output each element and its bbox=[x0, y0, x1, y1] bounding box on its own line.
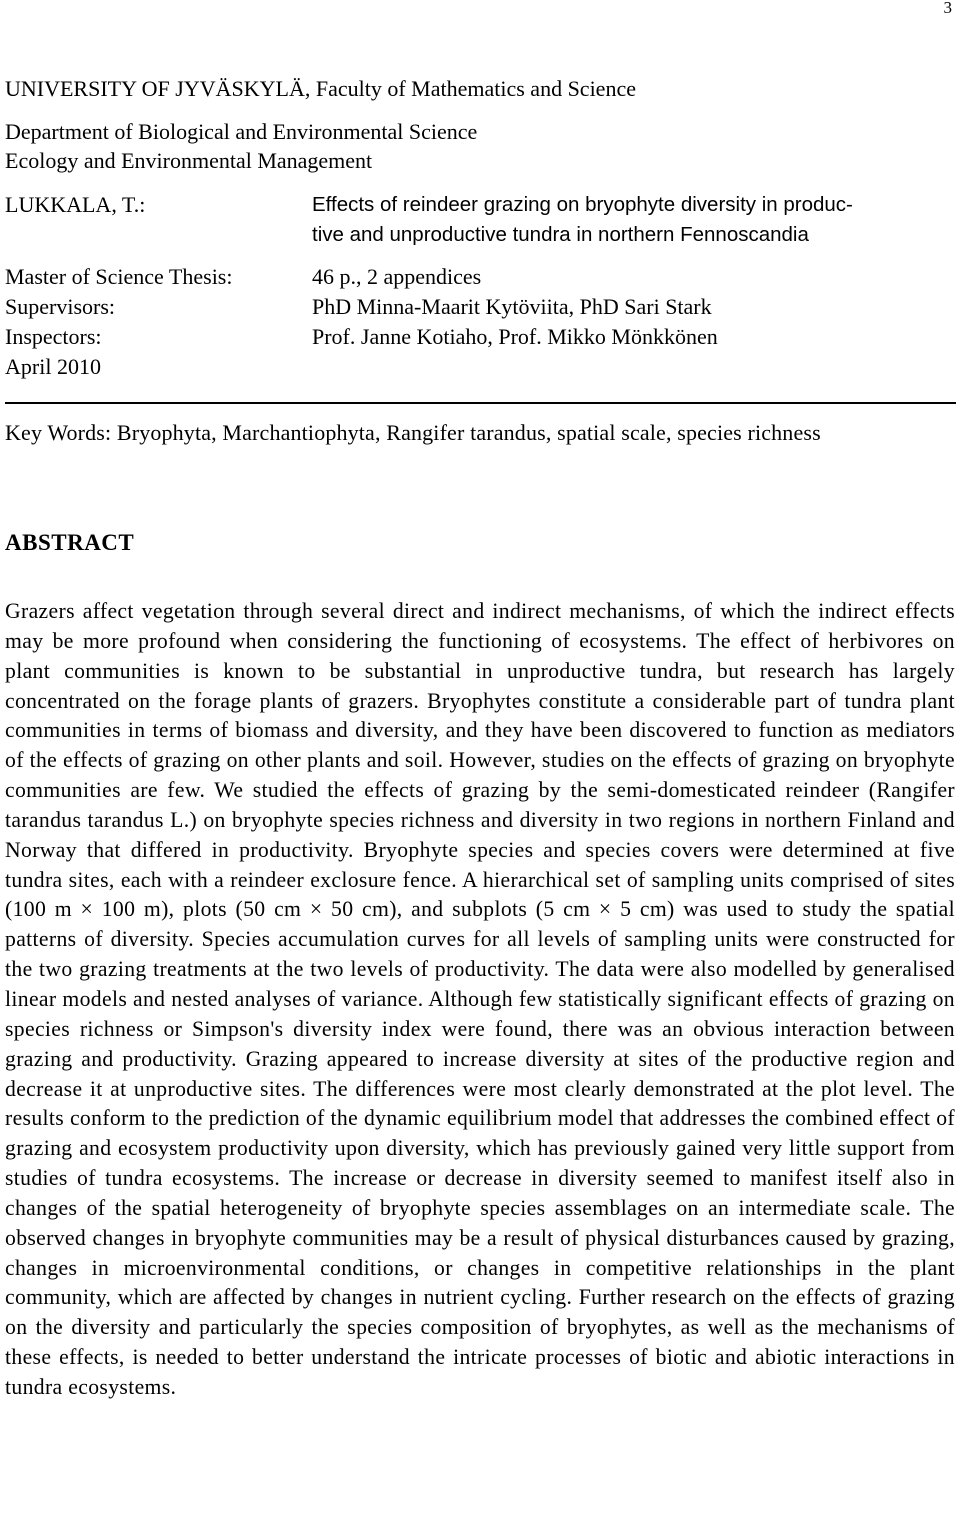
program-line: Ecology and Environmental Management bbox=[5, 148, 373, 173]
page-number: 3 bbox=[943, 0, 952, 17]
university-line: UNIVERSITY OF JYVÄSKYLÄ, Faculty of Mathematics and Science bbox=[5, 76, 636, 101]
department-line: Department of Biological and Environmental Science bbox=[5, 119, 478, 144]
abstract-body: Grazers affect vegetation through several direct and indirect mechanisms, of which the indirect effects may be more profound when considering the functioning of ecosystems. The effect of herbivores on plant communities is known to be substantial in unproductive tundra, but research has largely concentrated on the forage plants of grazers. Bryophytes constitute a considerable part of tundra plant communities in terms of biomass and diversity, and they have been discovered to function as mediators of the effects of grazing on other plants and soil. However, studies on the effects of grazing on bryophyte communities are few. We studied the effects of grazing by the semi-domesticated reindeer (Rangifer tarandus tarandus L.) on bryophyte species richness and diversity in two regions in northern Finland and Norway that differed in productivity. Bryophyte species and species covers were determined at five tundra sites, each with a reindeer exclosure fence. A hierarchical set of sampling units comprised of sites (100 m × 100 m), plots (50 cm × 50 cm), and subplots (5 cm × 5 cm) was used to study the spatial patterns of diversity. Species accumulation curves for all levels of sampling units were constructed for the two grazing treatments at the two levels of productivity. The data were also modelled by generalised linear models and nested analyses of variance. Although few statistically significant effects of grazing on species richness or Simpson's diversity index were found, there was an obvious interaction between grazing and productivity. Grazing appeared to increase diversity at sites of the productive region and decrease it at unproductive sites. The differences were most clearly demonstrated at the plot level. The results conform to the prediction of the dynamic equilibrium model that addresses the combined effect of grazing and ecosystem productivity upon diversity, which has previously gained very little support from studies of tundra ecosystems. The increase or decrease in diversity seemed to manifest itself also in changes of the spatial heterogeneity of bryophyte species assemblages on an intermediate scale. The observed changes in bryophyte communities may be a result of physical disturbances caused by grazing, changes in microenvironmental conditions, or changes in competitive relationships in the plant community, which are affected by changes in nutrient cycling. Further research on the effects of grazing on the diversity and particularly the species composition of bryophytes, as well as the mechanisms of these effects, is needed to better understand the intricate processes of biotic and abiotic interactions in tundra ecosystems. bbox=[5, 599, 955, 1399]
inspectors-label: Inspectors: bbox=[5, 324, 102, 349]
thesis-title-line-2: tive and unproductive tundra in northern Fennoscandia bbox=[312, 223, 809, 246]
author-label: LUKKALA, T.: bbox=[5, 192, 146, 217]
inspectors-value: Prof. Janne Kotiaho, Prof. Mikko Mönkkönen bbox=[312, 324, 718, 349]
abstract-heading: ABSTRACT bbox=[5, 530, 135, 555]
thesis-type-label: Master of Science Thesis: bbox=[5, 264, 233, 289]
keywords-paragraph: Key Words: Bryophyta, Marchantiophyta, Rangifer tarandus, spatial scale, species richness bbox=[5, 420, 821, 445]
thesis-title-line-1: Effects of reindeer grazing on bryophyte diversity in produc- bbox=[312, 193, 853, 216]
thesis-date: April 2010 bbox=[5, 354, 101, 379]
thesis-type-value: 46 p., 2 appendices bbox=[312, 264, 482, 289]
header-divider bbox=[5, 402, 956, 404]
supervisors-label: Supervisors: bbox=[5, 294, 115, 319]
supervisors-value: PhD Minna-Maarit Kytöviita, PhD Sari Stark bbox=[312, 294, 712, 319]
